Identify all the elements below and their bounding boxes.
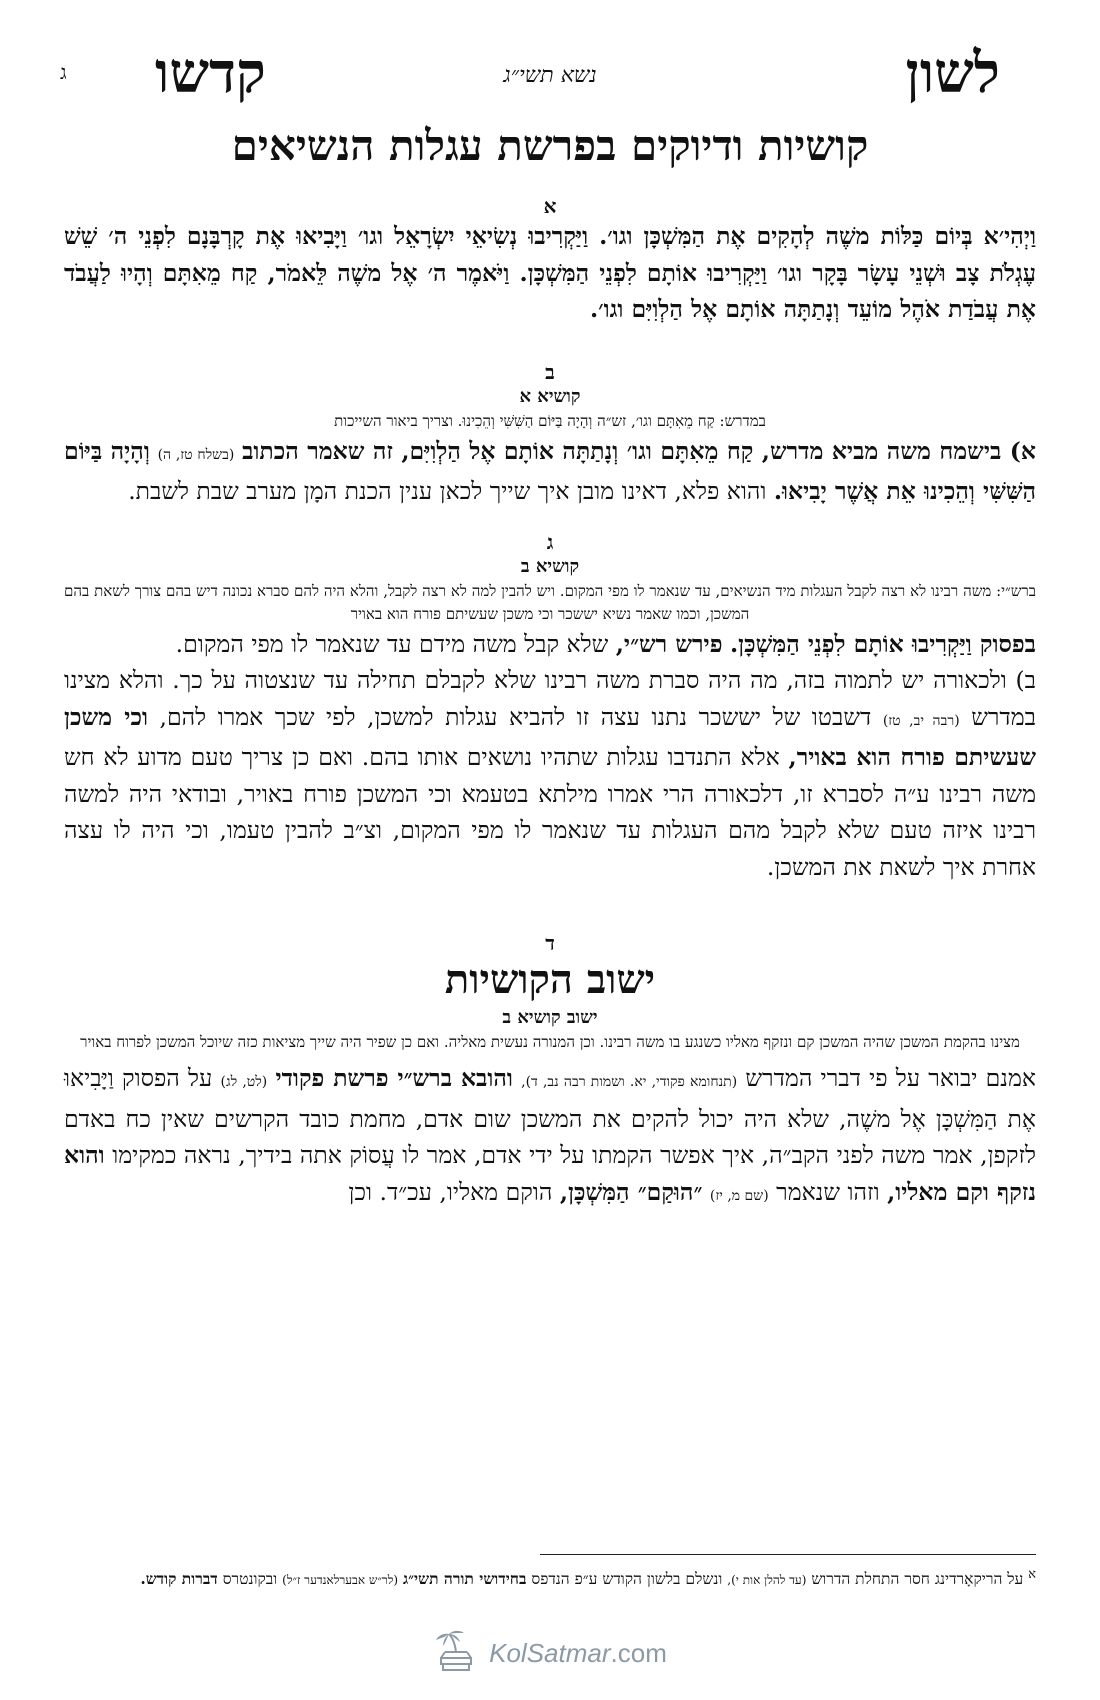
section-subtitle: קושיא ב <box>520 555 580 577</box>
section-letter-gimel: ג <box>546 529 554 554</box>
page-title: קושיות ודיוקים בפרשת עגלות הנשיאים <box>231 121 869 170</box>
section-letter-dalet: ד <box>545 931 555 955</box>
section-subtitle: ישוב קושיא ב <box>502 1007 598 1028</box>
header-word-left: קדשו <box>155 40 266 106</box>
section-summary-note: ברש״י: משה רבינו לא רצה לקבל העגלות מיד הנשיאים, עד שנאמר לו מפי המקום. ויש להבין למה לא רצה לקבל, והלא היה להם סברא נכונה דיש בהם צורך לשאת בהם המשכן, וכמו שאמר נשיא יששכר וכי משכן שעשיתם פורח הוא באויר <box>64 581 1036 623</box>
section-letter-bet: ב <box>545 359 555 384</box>
footnote-divider <box>540 1554 1036 1555</box>
section-summary-note: מצינו בהקמת המשכן שהיה המשכן קם ונזקף מאליו כשנגע בו משה רבינו. וכן המנורה נעשית מאליה. ואם כן שפיר היה שייך מציאות כזה שיוכל המשכן לפרוח באויר <box>80 1033 1020 1051</box>
section-subtitle: קושיא א <box>519 385 581 407</box>
palm-tree-book-icon <box>433 1628 479 1678</box>
page-header <box>60 38 1040 108</box>
section-letter-alef: א <box>543 194 557 218</box>
body-paragraph: בפסוק וַיַּקְרִיבוּ אוֹתָם לִפְנֵי הַמִּשְׁכָּן. פירש רש״י, שלא קבל משה מידם עד שנאמר לו מפי המקום. <box>175 629 1036 658</box>
site-watermark <box>0 1628 1100 1678</box>
footnote: $^א$ על הריקאָרדינג חסר התחלת הדרוש (עד להלן אות י), ונשלם בלשון הקודש ע״פ הנדפס בחידושי תורה תשי״ג (לר״ש אבערלאנדער ז״ל) ובקונטרס דברות קודש. <box>140 1567 1036 1589</box>
section-summary-note: במדרש: קַח מֵאִתָּם וגו׳, זש״ה וְהָיָה בַּיּוֹם הַשִּׁשִּׁי וְהֵכִינוּ. וצריך ביאור השייכות <box>334 411 766 430</box>
watermark-text: KolSatmar.com <box>489 1637 667 1668</box>
body-paragraph: אמנם יבואר על פי דברי המדרש (תנחומא פקודי, יא. ושמות רבה נב, ד), והובא ברש״י פרשת פקודי (לט, לג) על הפסוק וַיָּבִיאוּ אֶת הַמִּשְׁכָּן אֶל משֶׁה, שלא היה יכול להקים את המשכן שום אדם, מחמת כובד הקרשים שאין כח באדם לזקפן, אמר משה לפני הקב״ה, איך אפשר הקמתו על ידי אדם, אמר לו עֲסוֹק אתה בידיך, נראה כמקימו והוא נזקף וקם מאליו, וזהו שנאמר (שם מ, יז) ״הוּקַם״ הַמִּשְׁכָּן, הוקם מאליו, עכ״ד. וכן <box>64 1064 1036 1206</box>
section-big-title: ישוב הקושיות <box>444 956 656 1003</box>
body-paragraph: א) בישמח משה מביא מדרש, קַח מֵאִתָּם וגו׳ וְנָתַתָּה אוֹתָם אֶל הַלְוִיִּם, זה שאמר הכתוב (בשלח טז, ה) וְהָיָה בַּיּוֹם הַשִּׁשִּׁי וְהֵכִינוּ אֵת אֲשֶׁר יָבִיאוּ. והוא פלא, דאינו מובן איך שייך לכאן ענין הכנת המָן מערב שבת לשבת. <box>64 436 1036 505</box>
body-paragraph: ב) ולכאורה יש לתמוה בזה, מה היה סברת משה רבינו שלא לקבלם תחילה עד שנצטוה על כך. והלא מצינו במדרש (רבה יב, טז) דשבטו של יששכר נתנו עצה זו להביא עגלות למשכן, לפי שכך אמרו להם, וכי משכן שעשיתם פורח הוא באויר, אלא התנדבו עגלות שתהיו נושאים אותו בהם. ואם כן צריך טעם מדוע לא חש משה רבינו ע״ה לסברא זו, דלכאורה הרי אמרו מילתא בטעמא וכי המשכן פורח באויר, ובודאי היה למשה רבינו איזה טעם שלא לקבל מהם העגלות עד שנאמר לו מפי המקום, וצ״ב להבין טעמו, וכי היה לו עצה אחרת איך לשאת את המשכן. <box>64 666 1036 881</box>
verse-paragraph: וַיְהִי׳א בְּיוֹם כַּלּוֹת משֶׁה לְהָקִים אֶת הַמִּשְׁכָּן וגו׳. וַיַּקְרִיבוּ נְשִׂיאֵי יִשְׂרָאֵל וגו׳ וַיָּבִיאוּ אֶת קָרְבָּנָם לִפְנֵי ה׳ שֵׁשׁ עֶגְלֹת צָב וּשְׁנֵי עָשָׂר בָּקָר וגו׳ וַיַּקְרִיבוּ אוֹתָם לִפְנֵי הַמִּשְׁכָּן. וַיֹּאמֶר ה׳ אֶל משֶׁה לֵּאמֹר, קַח מֵאִתָּם וְהָיוּ לַעֲבֹד אֶת עֲבֹדַת אֹהֶל מוֹעֵד וְנָתַתָּה אוֹתָם אֶל הַלְוִיִּם וגו׳. <box>64 222 1036 323</box>
footnote-marker: א <box>1028 1567 1036 1582</box>
page-number: ג <box>60 60 67 84</box>
header-center-title: נשא תשי״ג <box>503 63 597 88</box>
header-word-right: לשון <box>905 40 1000 106</box>
article-body <box>64 188 1036 1214</box>
